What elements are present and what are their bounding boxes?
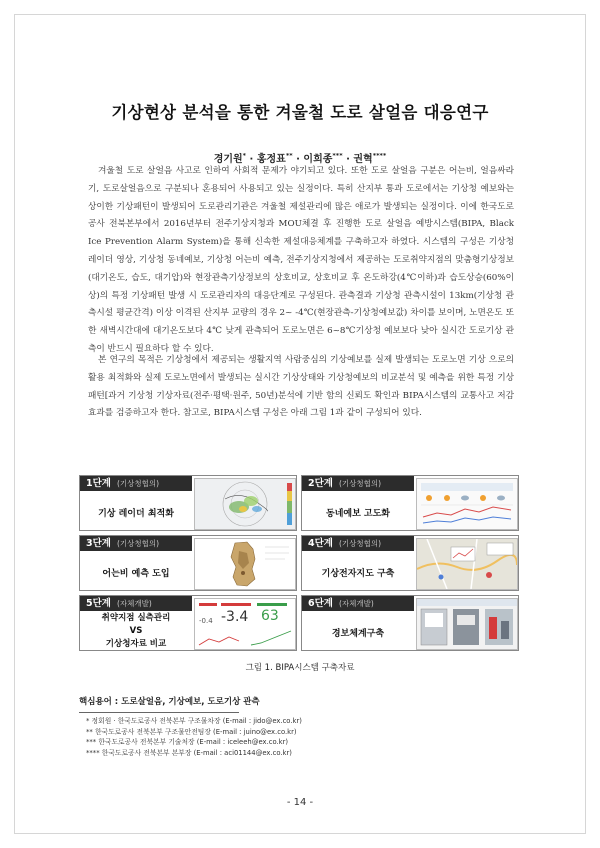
author-name: 경기원 (213, 154, 243, 165)
panel-caption: 기상전자지도 구축 (321, 569, 395, 579)
gauge-dashboard-image (194, 598, 296, 650)
author-name: 홍정표 (256, 154, 286, 165)
step-tag: (자체개발) (338, 599, 374, 608)
panel-caption: 동네예보 고도화 (326, 509, 390, 519)
figure-panel-step1 (79, 475, 297, 531)
author-mark: **** (372, 151, 387, 160)
step-tag: (기상청협의) (116, 479, 160, 488)
panel-caption: 기상 레이더 최적화 (98, 509, 174, 519)
abstract-paragraph-1: 겨울철 도로 살얼음 사고로 인하여 사회적 문제가 야기되고 있다. 또한 도로 살얼음 구분은 어는비, 얼음싸라기, 도로살얼음으로 구분되나 혼용되어 사용되고 있는 실정이다. 특히 산지부 통과 도로에서는 기상청 예보와는 상이한 기상패턴이 발생되어 도로관리기관은 겨울철 제설관리에 많은 애로가 발생되는 실정이다. 이에 한국도로공사 전북본부에서 2016년부터 전주기상지청과 MOU체결 후 진행한 도로 살얼음 예방시스템(BIPA, Black Ice Prevention Alarm System)을 통해 신속한 제설대응체계를 구축하고자 하였다. 시스템의 구성은 기상청 레이더 영상, 기상청 동네예보, 기상청 어는비 예측, 전주기상지청에서 제공하는 도로취약지점의 맞춤형기상정보(대기온도, 습도, 대기압)와 현장관측기상정보의 상호비교, 상호비교 후 온도하강(4℃이하)과 습도상승(60%이상)의 특정 기상패턴 발생 시 도로관리자의 대응단계로 구성된다. 관측결과 기상청 관측시설이 13km(기상청 관측시설 평균간격) 이상 이격된 산지부 교량의 경우 2~ -4℃(현장관측-기상청예보값) 차이를 보이며, 노면온도 또한 새벽시간대에 대기온도보다 4℃ 낮게 관측되어 도로노면은 6~8℃기상청 예보보다 낮아 실시간 도로기상 관측이 반드시 필요하다 할 수 있다. (88, 166, 514, 354)
figure-panel-step6 (301, 595, 519, 651)
author-name: 권혁 (353, 154, 373, 165)
step-label: 6단계 (308, 598, 333, 609)
footnote: ** 한국도로공사 전북본부 구조물안전팀장 (E-mail : juino@ex.co.kr) (86, 727, 297, 736)
keywords-value: 도로살얼음, 기상예보, 도로기상 관측 (121, 697, 260, 707)
figure-panel-step2 (301, 475, 519, 531)
step-label: 2단계 (308, 478, 333, 489)
step-label: 1단계 (86, 478, 111, 489)
figure-caption: 그림 1. BIPA시스템 구축자료 (245, 663, 355, 673)
author-separator: · (342, 154, 354, 165)
step-tag: (기상청협의) (116, 539, 160, 548)
panel-caption: 취약지점 실측관리 VS 기상청자료 비교 (101, 613, 171, 649)
panel-header (302, 536, 414, 551)
step-label: 5단계 (86, 598, 111, 609)
step-tag: (자체개발) (116, 599, 152, 608)
panel-header (302, 596, 414, 611)
korea-map-image (194, 538, 296, 590)
step-label: 4단계 (308, 538, 333, 549)
forecast-image (416, 478, 518, 530)
figure-panel-step5 (79, 595, 297, 651)
keywords (79, 695, 260, 707)
panel-header (302, 476, 414, 491)
page-border (14, 14, 586, 834)
author-mark: ** (285, 151, 293, 160)
page-number: - 14 - (286, 797, 314, 808)
paper-title: 기상현상 분석을 통한 겨울철 도로 살얼음 대응연구 (111, 103, 489, 122)
footnote: **** 한국도로공사 전북본부 본부장 (E-mail : aci01144@ex.co.kr) (86, 748, 292, 757)
panel-header (80, 476, 192, 491)
step-tag: (기상청협의) (338, 479, 382, 488)
panel-header (80, 536, 192, 551)
footnotes (86, 716, 302, 758)
panel-caption: 어는비 예측 도입 (102, 569, 170, 579)
gauge-left-value: -0.4 (199, 617, 213, 625)
figure-panel-step4 (301, 535, 519, 591)
radar-image (194, 478, 296, 530)
author-name: 이희종 (303, 154, 333, 165)
step-tag: (기상청협의) (338, 539, 382, 548)
footnote: *** 한국도로공사 전북본부 기술처장 (E-mail : iceleeh@ex.co.kr) (86, 738, 289, 746)
footnote-rule (79, 712, 239, 713)
figure-panel-step3 (79, 535, 297, 591)
bipa-system-figure (79, 475, 519, 651)
gauge-right-value: 63 (261, 608, 279, 624)
author-mark: *** (332, 151, 343, 160)
author-separator: · (292, 154, 304, 165)
gauge-center-value: -3.4 (221, 609, 249, 625)
abstract-paragraph-2: 본 연구의 목적은 기상청에서 제공되는 생활지역 사람중심의 기상예보를 실제 발생되는 도로노면 기상 으로의 활용 최적화와 실제 도로노면에서 발생되는 실시간 기상상태와 기상청예보의 비교분석 및 예측을 위한 특정 기상패턴[과거 기상청 기상자료(전주·평택·원주, 50년)분석에 기반 함의 신뢰도 확인과 BIPA시스템의 교통사고 저감효과를 검증하고자 한다. 참고로, BIPA시스템 구성은 아래 그림 1과 같이 구성되어 있다. (88, 355, 514, 419)
keywords-label: 핵심용어 : (79, 697, 119, 707)
panel-caption: 경보체계구축 (331, 629, 385, 639)
alarm-system-image (416, 598, 518, 650)
author-separator: · (246, 154, 257, 165)
author-mark: * (242, 151, 247, 160)
electronic-map-image (416, 538, 518, 590)
step-label: 3단계 (86, 538, 111, 549)
panel-header (80, 596, 192, 611)
footnote: * 정회원 · 한국도로공사 전북본부 구조물차장 (E-mail : jido@ex.co.kr) (86, 717, 302, 725)
